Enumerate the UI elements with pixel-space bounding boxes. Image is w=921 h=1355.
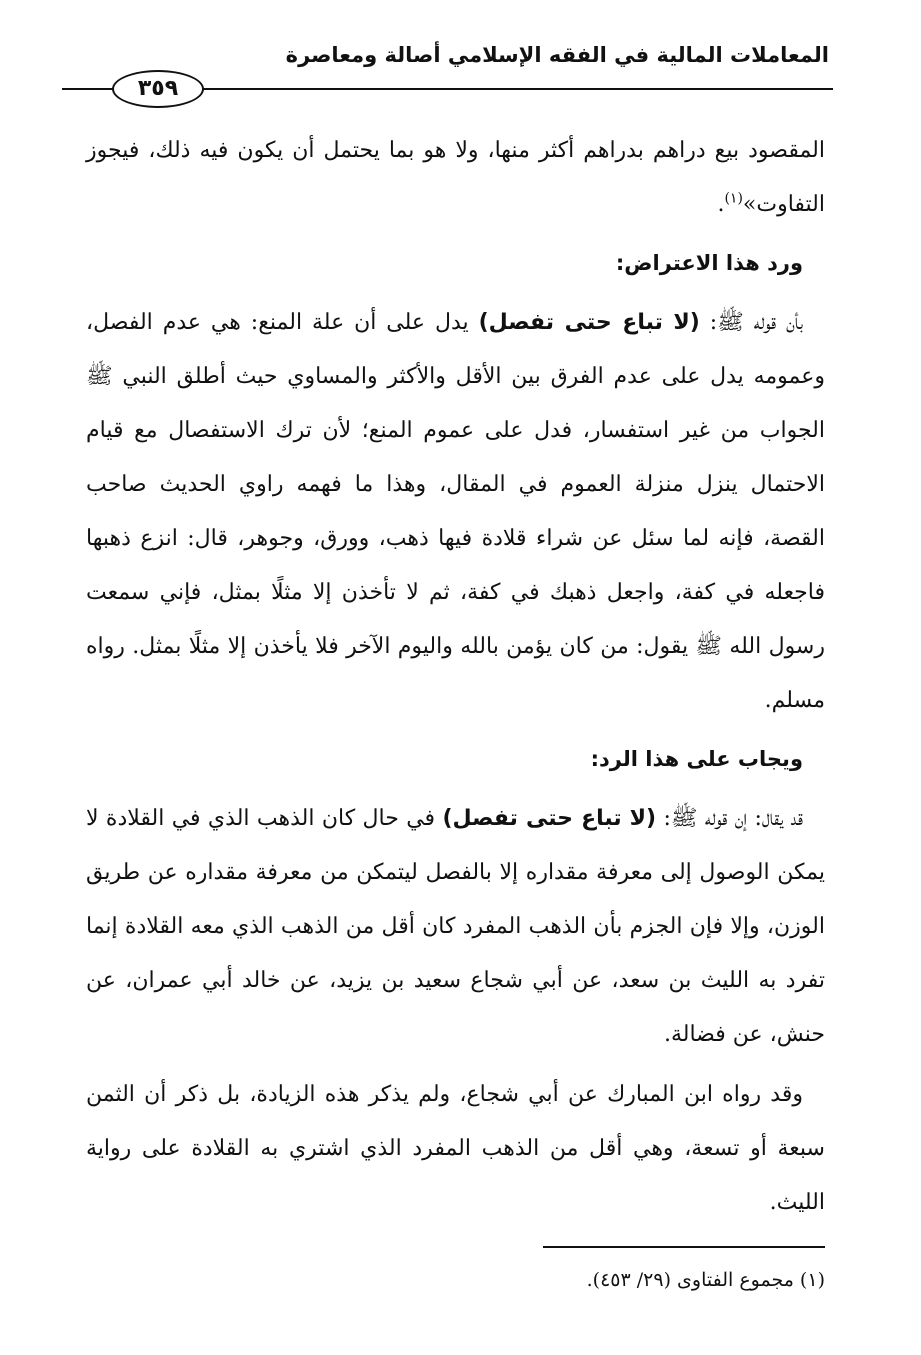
hadith-quote: (لا تباع حتى تفصل) [442,806,657,831]
page-body [86,124,825,1230]
page-number: ٣٥٩ [112,70,204,108]
paragraph-text: بأن قوله ﷺ: [699,310,804,335]
paragraph-narration: وقد رواه ابن المبارك عن أبي شجاع، ولم يذكر هذه الزيادة، بل ذكر أن الثمن سبعة أو تسعة، وهي أقل من الذهب المفرد الذي اشتري به القلادة على رواية الليث. [86,1082,825,1215]
paragraph-text: في حال كان الذهب الذي في القلادة لا يمكن الوصول إلى معرفة مقداره إلا بالفصل ليتمكن من معرفة مقداره عن طريق الوزن، وإلا فإن الجزم بأن الذهب المفرد كان أقل من الذهب الذي معه القلادة إنما تفرد به الليث بن سعد، عن أبي شجاع سعيد بن يزيد، عن خالد أبي عمران، عن حنش، عن فضالة. [86,806,825,1047]
footnote-reference: (١) [724,190,743,207]
footnote-rule [543,1246,825,1248]
paragraph-text: المقصود بيع دراهم بدراهم أكثر منها، ولا هو بما يحتمل أن يكون فيه ذلك، فيجوز التفاوت» [86,138,825,217]
running-title: المعاملات المالية في الفقه الإسلامي أصالة ومعاصرة [285,43,829,67]
hadith-quote: (لا تباع حتى تفصل) [478,310,700,335]
paragraph-text: قد يقال: إن قوله ﷺ: [656,806,803,831]
paragraph-end-punct: . [717,192,725,217]
paragraph-continuation [86,124,825,232]
paragraph-response [86,792,825,1062]
paragraph-text: يدل على أن علة المنع: هي عدم الفصل، وعمومه يدل على عدم الفرق بين الأقل والأكثر والمساوي حيث أطلق النبي ﷺ الجواب من غير استفسار، فدل على عموم المنع؛ لأن ترك الاستفصال مع قيام الاحتمال ينزل منزلة العموم في المقال، وهذا ما فهمه راوي الحديث صاحب القصة، فإنه لما سئل عن شراء قلادة فيها ذهب، وورق، وجوهر، قال: انزع ذهبها فاجعله في كفة، واجعل ذهبك في كفة، ثم لا تأخذن إلا مثلًا بمثل، فإني سمعت رسول الله ﷺ يقول: من كان يؤمن بالله واليوم الآخر فلا يأخذن إلا مثلًا بمثل. رواه مسلم. [86,310,825,713]
section-heading: ورد هذا الاعتراض: [615,251,803,275]
section-heading: ويجاب على هذا الرد: [590,747,803,771]
paragraph-objection [86,296,825,728]
footnote: (١) مجموع الفتاوى (٢٩/ ٤٥٣). [586,1269,825,1291]
